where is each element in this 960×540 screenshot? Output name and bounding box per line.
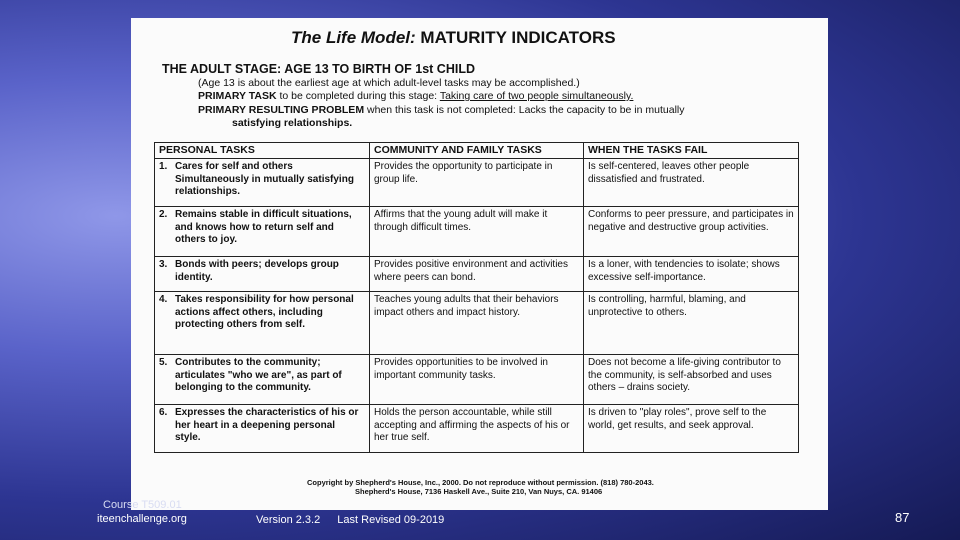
community-task-cell: Holds the person accountable, while still accepting and affirming the aspects of his or her true self. — [370, 405, 584, 453]
copyright-notice — [307, 478, 654, 496]
title-italic: The Life Model: — [291, 28, 416, 47]
primary-task — [162, 90, 684, 104]
problem-text-continued: satisfying relationships. — [232, 117, 353, 129]
community-task-cell: Provides positive environment and activities where peers can bond. — [370, 257, 584, 292]
personal-task-text: Cares for self and others Simultaneously in mutually satisfying relationships. — [175, 161, 354, 197]
slide-number: 87 — [895, 510, 910, 525]
table-row — [155, 257, 799, 292]
revised-label: Last Revised 09-2019 — [337, 514, 445, 526]
table-row — [155, 405, 799, 453]
personal-task-cell — [155, 257, 370, 292]
row-number: 3. — [159, 259, 168, 270]
personal-task-text: Contributes to the community; articulates "who we are", as part of belonging to the community. — [175, 357, 342, 393]
fail-cell: Is controlling, harmful, blaming, and unprotective to others. — [584, 292, 799, 355]
table-row — [155, 355, 799, 405]
problem-text: when this task is not completed: Lacks the capacity to be in mutually — [366, 103, 685, 116]
site-name: iteenchallenge.org — [97, 513, 187, 525]
table-header-row — [155, 143, 799, 159]
problem-label: PRIMARY RESULTING PROBLEM — [198, 103, 365, 116]
page-title — [291, 28, 616, 48]
personal-task-text: Bonds with peers; develops group identity. — [175, 259, 339, 283]
personal-task-text: Expresses the characteristics of his or her heart in a deepening personal style. — [175, 407, 359, 443]
community-task-cell: Provides the opportunity to participate in group life. — [370, 159, 584, 207]
row-number: 4. — [159, 294, 168, 305]
course-code: Course T509.01 — [103, 499, 182, 511]
personal-task-cell — [155, 159, 370, 207]
primary-task-value: Taking care of two people simultaneously. — [439, 90, 634, 102]
stage-heading: THE ADULT STAGE: AGE 13 TO BIRTH OF 1st CHILD — [162, 62, 475, 76]
table-row — [155, 292, 799, 355]
footer-course-info — [97, 498, 187, 526]
community-task-cell: Teaches young adults that their behaviors impact others and impact history. — [370, 292, 584, 355]
personal-task-cell — [155, 207, 370, 257]
row-number: 6. — [159, 407, 168, 418]
community-task-cell: Affirms that the young adult will make it through difficult times. — [370, 207, 584, 257]
fail-cell: Is a loner, with tendencies to isolate; shows excessive self-importance. — [584, 257, 799, 292]
version-label: Version 2.3.2 — [256, 514, 321, 526]
table-row — [155, 159, 799, 207]
row-number: 2. — [159, 209, 168, 220]
personal-task-text: Remains stable in difficult situations, and knows how to return self and others to joy. — [175, 209, 352, 245]
primary-problem — [162, 104, 684, 118]
title-rest: MATURITY INDICATORS — [420, 28, 616, 47]
document-scan — [131, 18, 828, 510]
copyright-line-2: Shepherd's House, 7136 Haskell Ave., Suite 210, Van Nuys, CA. 91406 — [355, 487, 603, 496]
primary-task-text: to be completed during this stage: — [279, 90, 438, 102]
row-number: 5. — [159, 357, 168, 368]
column-header-fail: WHEN THE TASKS FAIL — [584, 143, 799, 159]
stage-description — [162, 63, 684, 131]
primary-task-label: PRIMARY TASK — [198, 90, 277, 102]
stage-note: (Age 13 is about the earliest age at which adult-level tasks may be accomplished.) — [198, 76, 580, 89]
fail-cell: Conforms to peer pressure, and participates in negative and destructive group activities. — [584, 207, 799, 257]
column-header-community: COMMUNITY AND FAMILY TASKS — [370, 143, 584, 159]
table-row — [155, 207, 799, 257]
community-task-cell: Provides opportunities to be involved in important community tasks. — [370, 355, 584, 405]
personal-task-text: Takes responsibility for how personal actions affect others, including protecting others from self. — [175, 294, 354, 330]
footer-version-info — [256, 514, 458, 526]
personal-task-cell — [155, 405, 370, 453]
fail-cell: Is driven to "play roles", prove self to the world, get results, and seek approval. — [584, 405, 799, 453]
personal-task-cell — [155, 292, 370, 355]
personal-task-cell — [155, 355, 370, 405]
fail-cell: Does not become a life-giving contributor to the community, is self-absorbed and uses others – drains society. — [584, 355, 799, 405]
copyright-line-1: Copyright by Shepherd's House, Inc., 2000. Do not reproduce without permission. (818) 780-2043. — [307, 478, 654, 487]
row-number: 1. — [159, 161, 168, 172]
column-header-personal: PERSONAL TASKS — [155, 143, 370, 159]
fail-cell: Is self-centered, leaves other people dissatisfied and frustrated. — [584, 159, 799, 207]
maturity-table — [154, 142, 799, 453]
